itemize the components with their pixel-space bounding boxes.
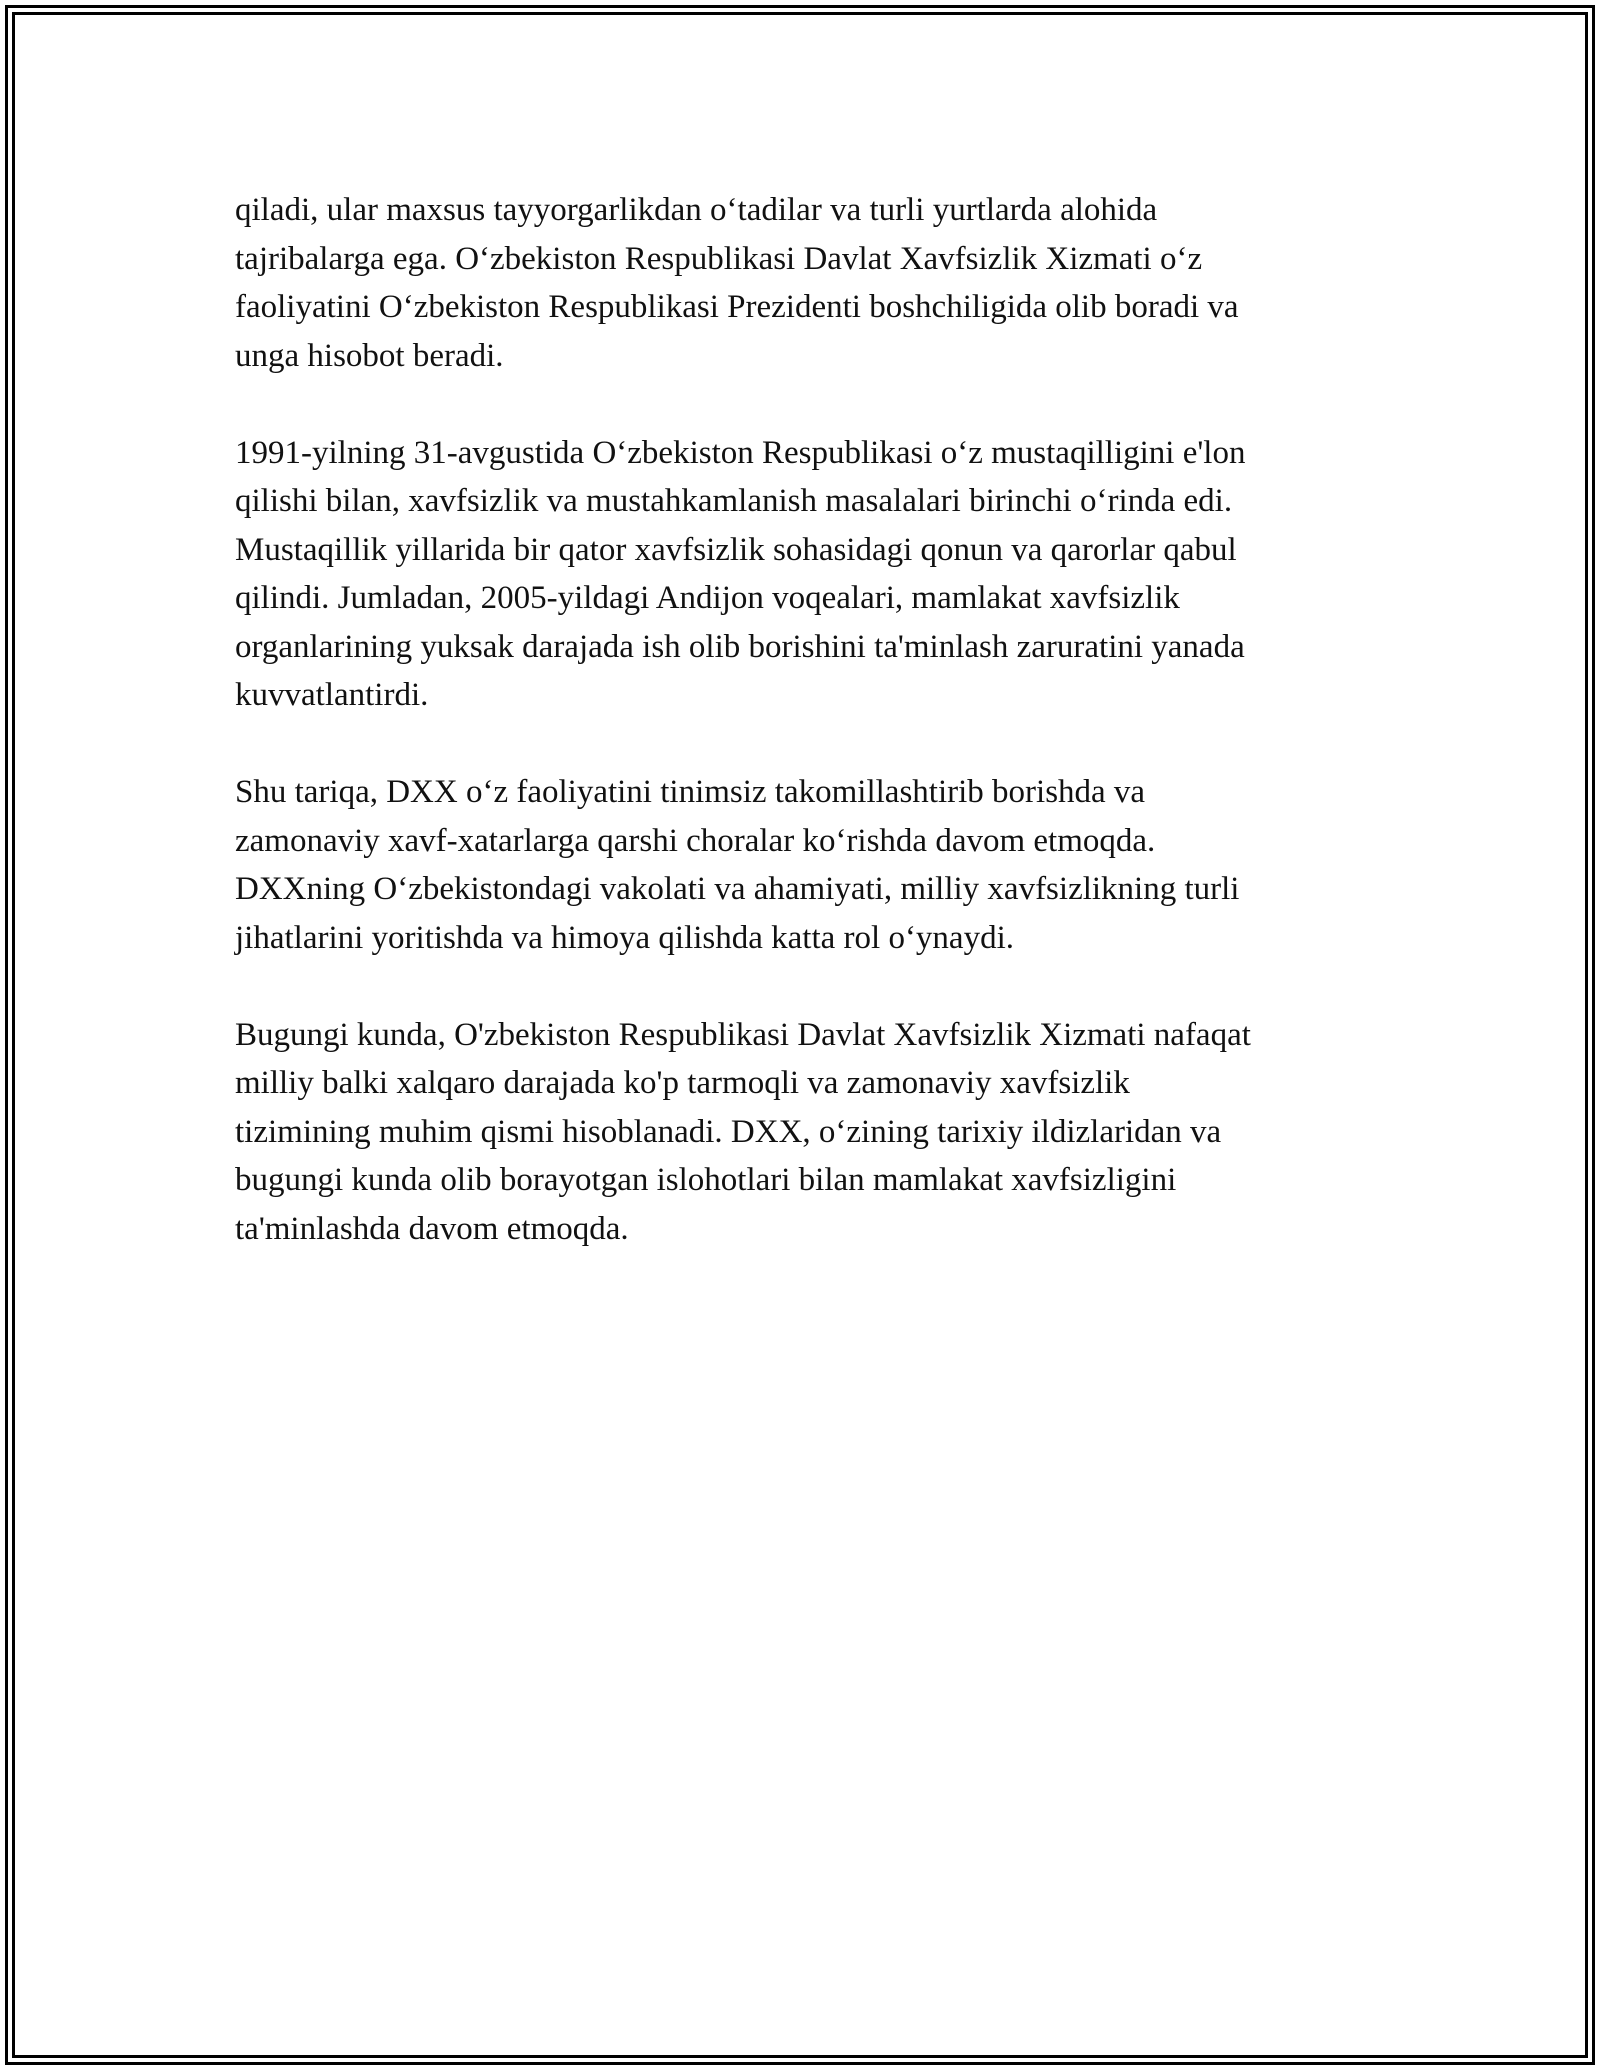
paragraph-1 — [235, 186, 1380, 380]
text-line: organlarining yuksak darajada ish olib borishini ta'minlash zaruratini yanada — [235, 628, 1245, 665]
text-line: qiladi, ular maxsus tayyorgarlikdan o‘tadilar va turli yurtlarda alohida — [235, 192, 1158, 228]
document-body — [235, 186, 1380, 1302]
text-line: tajribalarga ega. O‘zbekiston Respublikasi Davlat Xavfsizlik Xizmati o‘z — [235, 240, 1203, 277]
text-line: bugungi kunda olib borayotgan islohotlari bilan mamlakat xavfsizligini — [235, 1162, 1177, 1198]
text-line: qilishi bilan, xavfsizlik va mustahkamlanish masalalari birinchi o‘rinda edi. — [235, 483, 1233, 519]
text-line: faoliyatini O‘zbekiston Respublikasi Prezidenti boshchiligida olib boradi va — [235, 289, 1239, 325]
text-line: jihatlarini yoritishda va himoya qilishda katta rol o‘ynaydi. — [235, 919, 1014, 956]
text-line: Bugungi kunda, O'zbekiston Respublikasi Davlat Xavfsizlik Xizmati nafaqat — [235, 1016, 1251, 1053]
text-line: qilindi. Jumladan, 2005-yildagi Andijon voqealari, mamlakat xavfsizlik — [235, 580, 1180, 616]
text-line: zamonaviy xavf-xatarlarga qarshi choralar ko‘rishda davom etmoqda. — [235, 822, 1156, 859]
text-line: unga hisobot beradi. — [235, 337, 504, 374]
text-line: ta'minlashda davom etmoqda. — [235, 1210, 629, 1247]
text-line: 1991-yilning 31-avgustida O‘zbekiston Respublikasi o‘z mustaqilligini e'lon — [235, 434, 1246, 471]
text-line: DXXning O‘zbekistondagi vakolati va ahamiyati, milliy xavfsizlikning turli — [235, 871, 1240, 907]
text-line: Mustaqillik yillarida bir qator xavfsizlik sohasidagi qonun va qarorlar qabul — [235, 531, 1237, 568]
text-line: milliy balki xalqaro darajada ko'p tarmoqli va zamonaviy xavfsizlik — [235, 1065, 1130, 1101]
paragraph-4 — [235, 1011, 1380, 1254]
paragraph-3 — [235, 768, 1380, 962]
text-line: kuvvatlantirdi. — [235, 677, 429, 713]
text-line: tizimining muhim qismi hisoblanadi. DXX, o‘zining tarixiy ildizlaridan va — [235, 1113, 1222, 1150]
text-line: Shu tariqa, DXX o‘z faoliyatini tinimsiz takomillashtirib borishda va — [235, 774, 1146, 810]
paragraph-2 — [235, 429, 1380, 720]
